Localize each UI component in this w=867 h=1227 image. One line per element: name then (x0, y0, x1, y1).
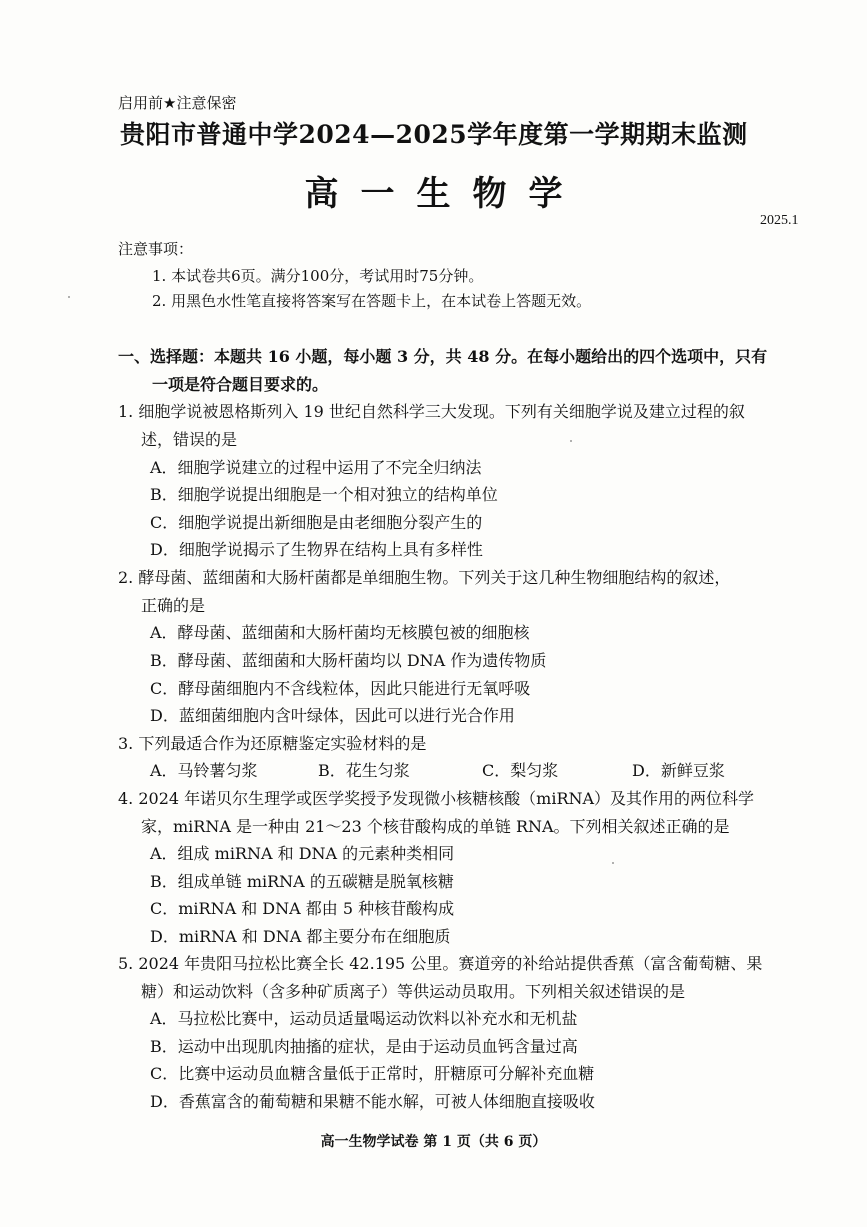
notice-item: 1. 本试卷共6页。满分100分，考试用时75分钟。 (152, 267, 484, 285)
page-footer: 高一生物学试卷 第 1 页（共 6 页） (320, 1134, 547, 1150)
question-stem: 正确的是 (141, 596, 206, 615)
question-stem: 4. 2024 年诺贝尔生理学或医学奖授予发现微小核糖核酸（miRNA）及其作用的两位科学 (118, 789, 755, 808)
option-d: D．细胞学说揭示了生物界在结构上具有多样性 (150, 540, 483, 559)
option-b: B．运动中出现肌肉抽搐的症状，是由于运动员血钙含量过高 (150, 1037, 578, 1056)
option-c: C．miRNA 和 DNA 都由 5 种核苷酸构成 (150, 899, 455, 918)
question-stem: 5. 2024 年贵阳马拉松比赛全长 42.195 公里。赛道旁的补给站提供香蕉（富含葡萄糖、果 (118, 954, 763, 973)
option-d: D．新鲜豆浆 (632, 761, 725, 780)
option-c: C．酵母菌细胞内不含线粒体，因此只能进行无氧呼吸 (150, 679, 531, 698)
exam-title: 贵阳市普通中学2024—2025学年度第一学期期末监测 (120, 120, 748, 149)
option-c: C．梨匀浆 (482, 761, 559, 780)
option-c: C．细胞学说提出新细胞是由老细胞分裂产生的 (150, 513, 483, 532)
question-stem: 述，错误的是 (141, 430, 238, 449)
notice-item: 2. 用黑色水性笔直接将答案写在答题卡上，在本试卷上答题无效。 (152, 292, 592, 310)
exam-date: 2025.1 (760, 213, 799, 228)
option-a: A．酵母菌、蓝细菌和大肠杆菌均无核膜包被的细胞核 (150, 623, 530, 642)
option-d: D．蓝细菌细胞内含叶绿体，因此可以进行光合作用 (150, 706, 515, 725)
confidential-mark: 启用前★注意保密 (118, 94, 237, 112)
option-b: B．酵母菌、蓝细菌和大肠杆菌均以 DNA 作为遗传物质 (150, 651, 547, 670)
option-b: B．细胞学说提出细胞是一个相对独立的结构单位 (150, 485, 498, 504)
subject-title: 高一生物学 (304, 174, 585, 214)
scan-speck (612, 862, 614, 864)
option-a: A．马铃薯匀浆 (150, 761, 258, 780)
question-stem: 3. 下列最适合作为还原糖鉴定实验材料的是 (118, 734, 427, 753)
scan-speck (570, 440, 572, 442)
option-c: C．比赛中运动员血糖含量低于正常时，肝糖原可分解补充血糖 (150, 1064, 595, 1083)
option-d: D．miRNA 和 DNA 都主要分布在细胞质 (150, 927, 451, 946)
section-heading-cont: 一项是符合题目要求的。 (152, 375, 329, 394)
question-stem: 2. 酵母菌、蓝细菌和大肠杆菌都是单细胞生物。下列关于这几种生物细胞结构的叙述， (118, 568, 731, 587)
option-b: B．组成单链 miRNA 的五碳糖是脱氧核糖 (150, 872, 454, 891)
question-stem: 家，miRNA 是一种由 21～23 个核苷酸构成的单链 RNA。下列相关叙述正确的是 (141, 817, 730, 836)
option-a: A．马拉松比赛中，运动员适量喝运动饮料以补充水和无机盐 (150, 1009, 578, 1028)
option-a: A．组成 miRNA 和 DNA 的元素种类相同 (150, 844, 455, 863)
option-d: D．香蕉富含的葡萄糖和果糖不能水解，可被人体细胞直接吸收 (150, 1092, 595, 1111)
option-a: A．细胞学说建立的过程中运用了不完全归纳法 (150, 458, 482, 477)
section-heading: 一、选择题：本题共 16 小题，每小题 3 分，共 48 分。在每小题给出的四个选项中，只有 (118, 347, 768, 366)
notice-heading: 注意事项： (118, 240, 194, 258)
option-b: B．花生匀浆 (318, 761, 410, 780)
question-stem: 1. 细胞学说被恩格斯列入 19 世纪自然科学三大发现。下列有关细胞学说及建立过程的叙 (118, 402, 745, 421)
scan-speck (68, 296, 70, 298)
question-stem: 糖）和运动饮料（含多种矿质离子）等供运动员取用。下列相关叙述错误的是 (141, 982, 686, 1001)
